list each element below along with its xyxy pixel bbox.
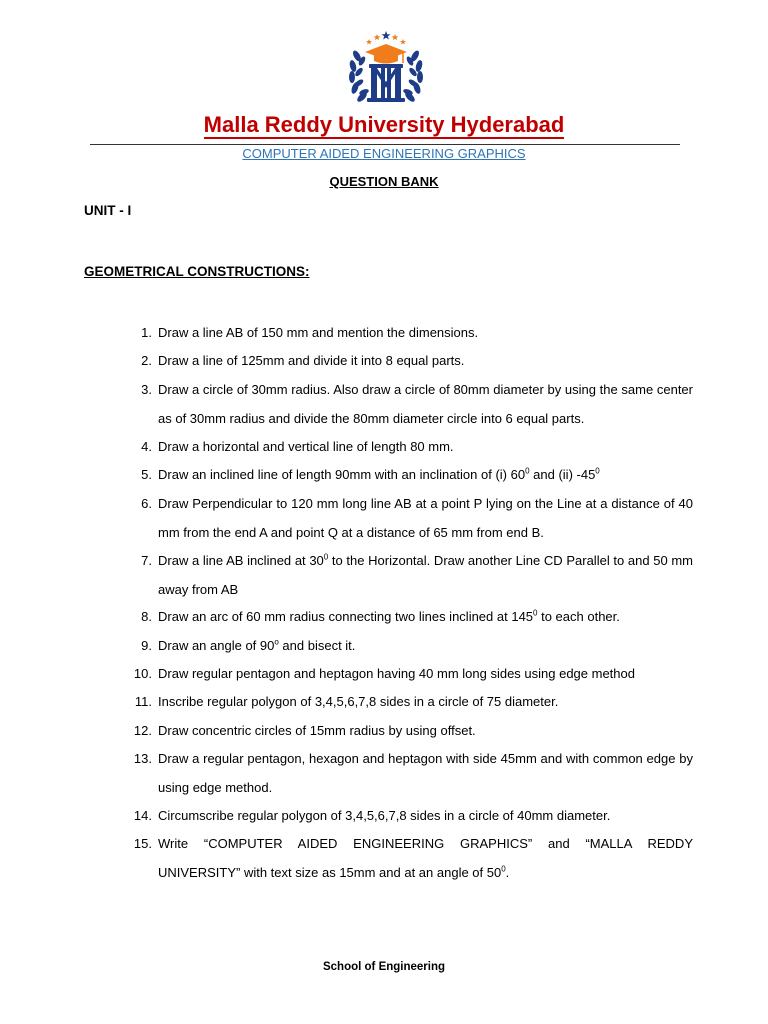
university-crest-icon [345, 30, 427, 108]
question-number: 10. [133, 666, 152, 681]
subject-title-link[interactable]: COMPUTER AIDED ENGINEERING GRAPHICS [242, 146, 526, 161]
question-item [130, 745, 693, 802]
question-item [130, 461, 693, 490]
question-item [130, 319, 693, 348]
question-text: Draw a line AB of 150 mm and mention the dimensions. [158, 325, 479, 340]
question-number: 3. [141, 382, 152, 397]
section-title-text: GEOMETRICAL CONSTRUCTIONS: [84, 264, 310, 279]
question-number: 11. [134, 694, 152, 709]
university-name [0, 110, 768, 140]
question-text: Circumscribe regular polygon of 3,4,5,6,7,8 sides in a circle of 40mm diameter. [158, 808, 611, 823]
question-text: Draw regular pentagon and heptagon having 40 mm long sides using edge method [158, 666, 635, 681]
question-item [130, 717, 693, 746]
question-text: Draw concentric circles of 15mm radius by using offset. [158, 723, 476, 738]
university-name-text: Malla Reddy University Hyderabad [203, 112, 565, 137]
question-item [130, 490, 693, 547]
question-text: Draw a line of 125mm and divide it into 8 equal parts. [158, 353, 465, 368]
question-item [130, 632, 693, 661]
question-number: 6. [141, 496, 152, 511]
question-item [130, 547, 693, 604]
question-text: Draw a horizontal and vertical line of length 80 mm. [158, 439, 454, 454]
question-item [130, 347, 693, 376]
question-text: Draw a circle of 30mm radius. Also draw a circle of 80mm diameter by using the same center as of 30mm radius and divide the 80mm diameter circle into 6 equal parts. [158, 382, 693, 426]
question-number: 7. [141, 553, 152, 568]
question-item [130, 830, 693, 887]
question-number: 5. [141, 467, 152, 482]
question-item [130, 376, 693, 433]
question-text: Draw a line AB inclined at $30^0$ to the Horizontal. Draw another Line CD Parallel to and 50 mm away from AB [158, 552, 693, 597]
section-title [84, 263, 310, 281]
question-text: Draw an angle of 90$^o$ and bisect it. [158, 637, 356, 653]
document-type [0, 173, 768, 191]
question-number: 12. [133, 723, 152, 738]
question-text: Draw an arc of 60 mm radius connecting two lines inclined at $145^0$ to each other. [158, 608, 620, 624]
unit-label: UNIT - I [84, 203, 132, 218]
question-item [130, 433, 693, 462]
question-item [130, 660, 693, 689]
subject-title[interactable] [0, 145, 768, 163]
question-text: Draw a regular pentagon, hexagon and heptagon with side 45mm and with common edge by using edge method. [158, 751, 693, 795]
question-number: 14. [133, 808, 152, 823]
question-number: 8. [141, 609, 152, 624]
question-text: Draw Perpendicular to 120 mm long line AB at a point P lying on the Line at a distance of 40 mm from the end A and point Q at a distance of 65 mm from end B. [158, 496, 693, 540]
question-item [130, 688, 693, 717]
question-text: Write “COMPUTER AIDED ENGINEERING GRAPHICS” and “MALLA REDDY UNIVERSITY” with text size as 15mm and at an angle of $50^0$. [158, 836, 693, 880]
question-item [130, 802, 693, 831]
question-number: 13. [133, 751, 152, 766]
page-footer: School of Engineering [322, 961, 446, 973]
question-text: Inscribe regular polygon of 3,4,5,6,7,8 sides in a circle of 75 diameter. [158, 694, 559, 709]
document-type-text: QUESTION BANK [329, 174, 439, 189]
question-number: 1. [141, 325, 152, 340]
question-number: 15. [133, 836, 152, 851]
question-number: 2. [141, 353, 152, 368]
question-item [130, 603, 693, 632]
question-number: 9. [141, 638, 152, 653]
question-number: 4. [141, 439, 152, 454]
question-text: Draw an inclined line of length 90mm with an inclination of (i) $60^0$ and (ii) $-45^0$ [158, 466, 600, 482]
